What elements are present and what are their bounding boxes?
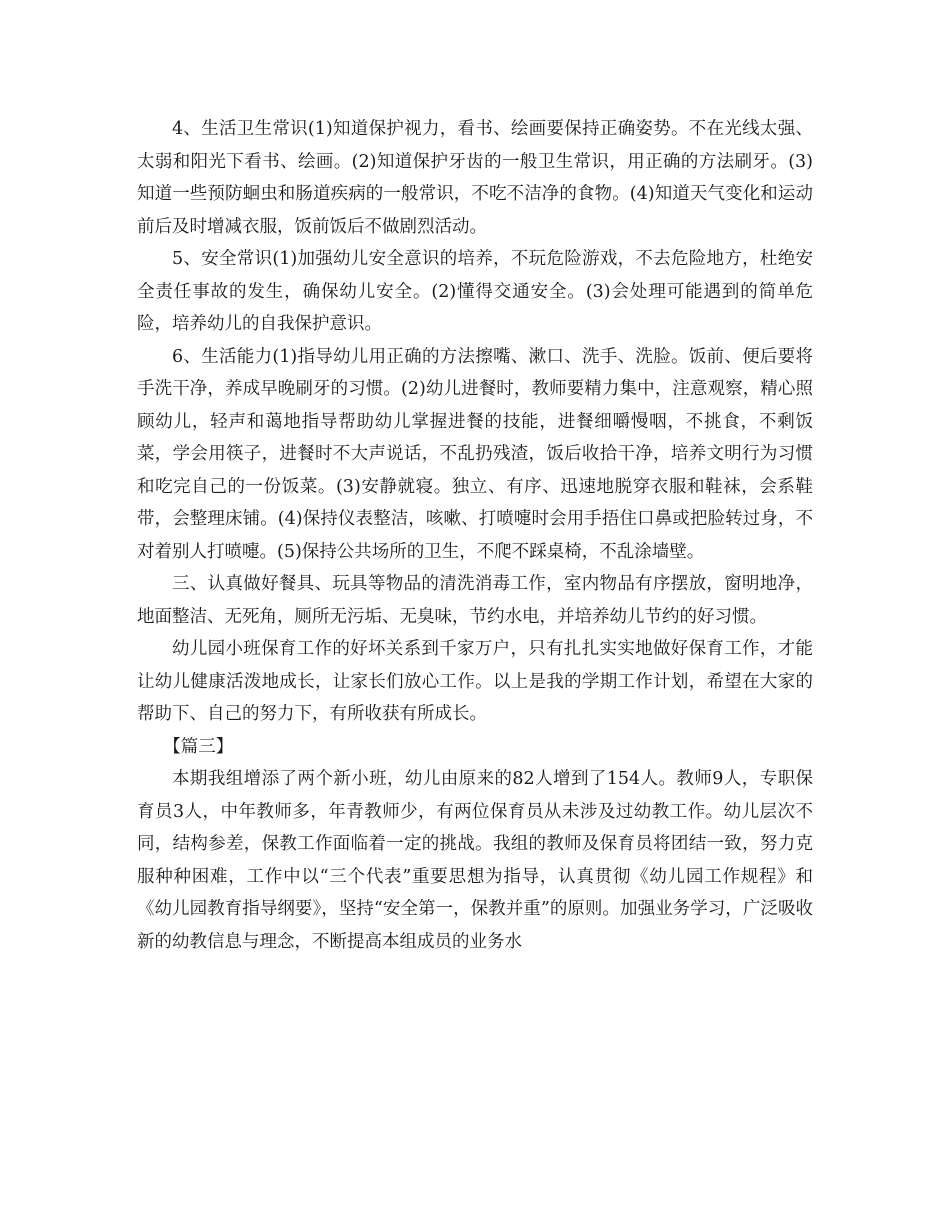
paragraph-section-three-intro: 本期我组增添了两个新小班，幼儿由原来的82人增到了154人。教师9人，专职保育员3人，中年教师多，年青教师少，有两位保育员从未涉及过幼教工作。幼儿层次不同，结构参差，保教工作面临着一定的挑战。我组的教师及保育员将团结一致，努力克服种种困难，工作中以“三个代表”重要思想为指导，认真贯彻《幼儿园工作规程》和《幼儿园教育指导纲要》，坚持“安全第一，保教并重”的原则。加强业务学习，广泛吸收新的幼教信息与理念，不断提高本组成员的业务水 [137, 769, 813, 952]
paragraph-conclusion: 幼儿园小班保育工作的好坏关系到千家万户，只有扎扎实实地做好保育工作，才能让幼儿健康活泼地成长，让家长们放心工作。以上是我的学期工作计划，希望在大家的帮助下、自己的努力下，有所收获有所成长。 [137, 639, 813, 724]
document-body [137, 113, 813, 958]
section-title: 【篇三】 [163, 736, 234, 757]
paragraph-disinfection: 三、认真做好餐具、玩具等物品的清洗消毒工作，室内物品有序摆放，窗明地净，地面整洁、无死角，厕所无污垢、无臭味，节约水电，并培养幼儿节约的好习惯。 [137, 574, 813, 627]
paragraph-hygiene-knowledge: 4、生活卫生常识(1)知道保护视力，看书、绘画要保持正确姿势。不在光线太强、太弱和阳光下看书、绘画。(2)知道保护牙齿的一般卫生常识，用正确的方法刷牙。(3)知道一些预防蛔虫和肠道疾病的一般常识，不吃不洁净的食物。(4)知道天气变化和运动前后及时增减衣服，饭前饭后不做剧烈活动。 [137, 119, 813, 237]
paragraph-safety-knowledge: 5、安全常识(1)加强幼儿安全意识的培养，不玩危险游戏，不去危险地方，杜绝安全责任事故的发生，确保幼儿安全。(2)懂得交通安全。(3)会处理可能遇到的简单危险，培养幼儿的自我保护意识。 [137, 249, 813, 334]
paragraph-life-skills: 6、生活能力(1)指导幼儿用正确的方法擦嘴、漱口、洗手、洗脸。饭前、便后要将手洗干净，养成早晚刷牙的习惯。(2)幼儿进餐时，教师要精力集中，注意观察，精心照顾幼儿，轻声和蔼地指导帮助幼儿掌握进餐的技能，进餐细嚼慢咽，不挑食，不剩饭菜，学会用筷子，进餐时不大声说话，不乱扔残渣，饭后收拾干净，培养文明行为习惯和吃完自己的一份饭菜。(3)安静就寝。独立、有序、迅速地脱穿衣服和鞋袜，会系鞋带，会整理床铺。(4)保持仪表整洁，咳嗽、打喷嚏时会用手捂住口鼻或把脸转过身，不对着别人打喷嚏。(5)保持公共场所的卫生，不爬不踩桌椅，不乱涂墙壁。 [137, 346, 813, 562]
